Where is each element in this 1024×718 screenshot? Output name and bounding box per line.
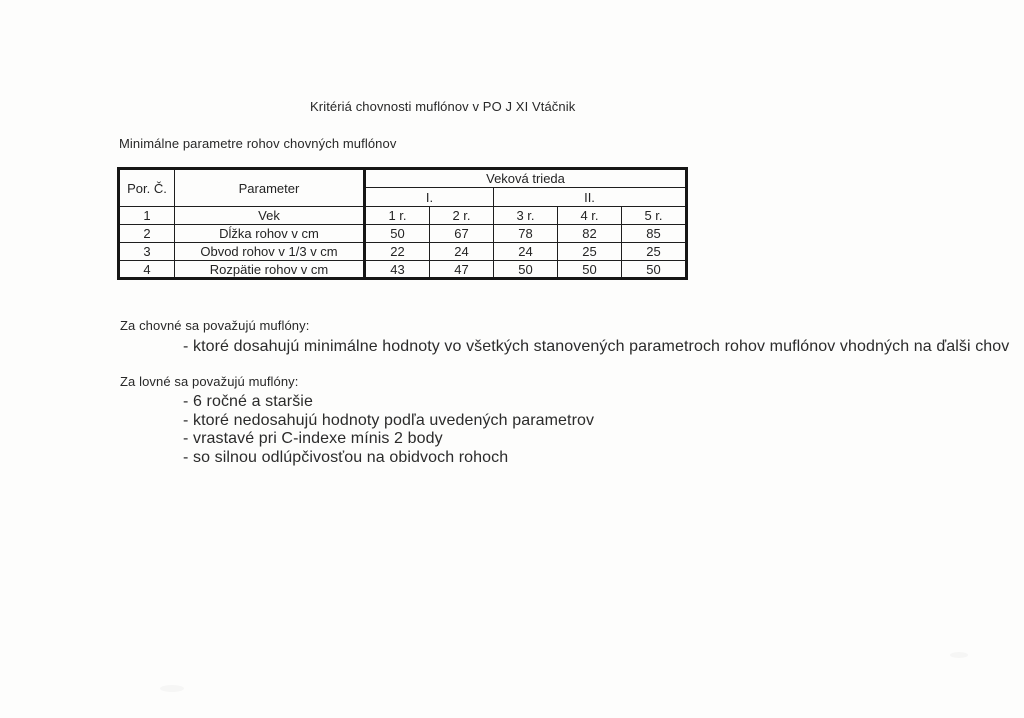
table-cell-value: 78 bbox=[494, 225, 558, 243]
section-lovne bbox=[120, 374, 299, 389]
table-cell-value: 4 r. bbox=[558, 207, 622, 225]
table-cell-value: 50 bbox=[365, 225, 430, 243]
bullet-item: - vrastavé pri C-indexe mínis 2 body bbox=[183, 430, 443, 447]
table-cell-value: 50 bbox=[622, 261, 687, 279]
section-chovne bbox=[120, 318, 309, 333]
bullet-item: - ktoré dosahujú minimálne hodnoty vo všetkých stanovených parametroch rohov muflónov vhodných na ďalši chov bbox=[183, 338, 1010, 355]
section-lovne-bullets bbox=[183, 393, 594, 467]
table-cell-num: 2 bbox=[119, 225, 175, 243]
table-cell-num: 4 bbox=[119, 261, 175, 279]
doc-title: Kritériá chovnosti muflónov v PO J XI Vtáčnik bbox=[310, 99, 576, 114]
bullet-item: - ktoré nedosahujú hodnoty podľa uvedených parametrov bbox=[183, 411, 595, 429]
bullet-item: - 6 ročné a staršie bbox=[183, 393, 313, 410]
table-cell-value: 5 r. bbox=[622, 207, 687, 225]
col-header-parameter: Parameter bbox=[175, 169, 365, 207]
doc-subtitle: Minimálne parametre rohov chovných muflónov bbox=[119, 136, 397, 151]
table-cell-value: 47 bbox=[430, 261, 494, 279]
section-heading-lovne: Za lovné sa považujú muflóny: bbox=[120, 374, 299, 389]
table-cell-value: 67 bbox=[430, 225, 494, 243]
table-cell-num: 3 bbox=[119, 243, 175, 261]
table-cell-value: 2 r. bbox=[430, 207, 494, 225]
section-heading-chovne: Za chovné sa považujú muflóny: bbox=[120, 318, 310, 333]
table-cell-value: 3 r. bbox=[494, 207, 558, 225]
section-chovne-bullets bbox=[183, 338, 1009, 357]
table-cell-param: Vek bbox=[175, 207, 365, 225]
col-header-por-c: Por. Č. bbox=[119, 169, 175, 207]
col-header-class-i: I. bbox=[365, 188, 494, 207]
table-cell-value: 24 bbox=[494, 243, 558, 261]
table-cell-param: Rozpätie rohov v cm bbox=[175, 261, 365, 279]
table-cell-value: 24 bbox=[430, 243, 494, 261]
table-cell-value: 85 bbox=[622, 225, 687, 243]
table-cell-value: 43 bbox=[365, 261, 430, 279]
parameters-table bbox=[117, 167, 688, 280]
table-row bbox=[119, 207, 687, 225]
table-cell-value: 25 bbox=[622, 243, 687, 261]
table-cell-value: 25 bbox=[558, 243, 622, 261]
bullet-item: - so silnou odlúpčivosťou na obidvoch rohoch bbox=[183, 448, 509, 466]
table-cell-value: 50 bbox=[558, 261, 622, 279]
col-header-class-ii: II. bbox=[494, 188, 687, 207]
scan-artifact bbox=[950, 652, 968, 658]
col-header-vekova-trieda: Veková trieda bbox=[365, 169, 687, 188]
table-header-row-1 bbox=[119, 169, 687, 188]
table-cell-param: Obvod rohov v 1/3 v cm bbox=[175, 243, 365, 261]
table-cell-num: 1 bbox=[119, 207, 175, 225]
scan-artifact bbox=[160, 685, 184, 692]
table-row bbox=[119, 243, 687, 261]
table-row bbox=[119, 225, 687, 243]
table-row bbox=[119, 261, 687, 279]
table-cell-param: Dĺžka rohov v cm bbox=[175, 225, 365, 243]
table-cell-value: 82 bbox=[558, 225, 622, 243]
table-cell-value: 1 r. bbox=[365, 207, 430, 225]
table-cell-value: 22 bbox=[365, 243, 430, 261]
table-cell-value: 50 bbox=[494, 261, 558, 279]
